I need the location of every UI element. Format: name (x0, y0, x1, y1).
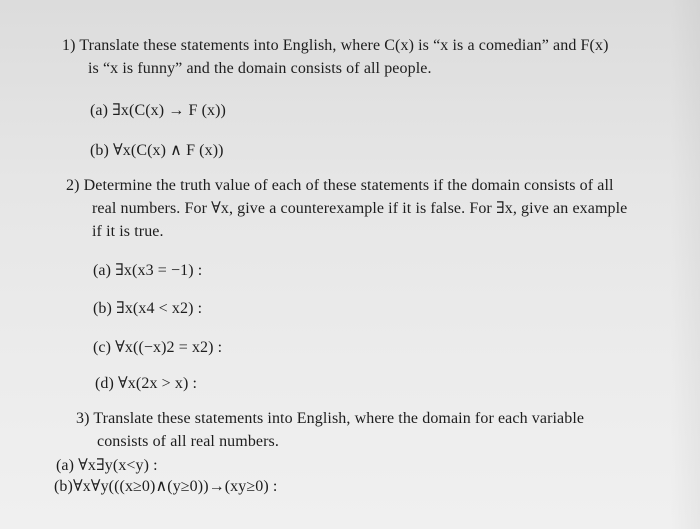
q2-item-c: (c) ∀x((−x)2 = x2) : (93, 339, 223, 356)
page-edge-shadow (670, 0, 700, 529)
q1-line-1: 1) Translate these statements into English, where C(x) is “x is a comedian” and F(x) (62, 37, 609, 54)
q3-item-a: (a) ∀x∃y(x<y) : (56, 457, 158, 474)
q2-item-d: (d) ∀x(2x > x) : (95, 375, 198, 392)
q2-line-2: real numbers. For ∀x, give a counterexample if it is false. For ∃x, give an example (92, 200, 628, 217)
q3-line-2: consists of all real numbers. (97, 433, 279, 450)
q1-line-2: is “x is funny” and the domain consists of all people. (88, 60, 432, 77)
q2-line-1: 2) Determine the truth value of each of these statements if the domain consists of all (66, 177, 614, 194)
q2-line-3: if it is true. (92, 223, 164, 240)
q3-item-b: (b)∀x∀y(((x≥0)∧(y≥0))→(xy≥0) : (54, 478, 278, 495)
q1-item-a: (a) ∃x(C(x) → F (x)) (90, 102, 226, 119)
q2-item-b: (b) ∃x(x4 < x2) : (93, 300, 203, 317)
q2-item-a: (a) ∃x(x3 = −1) : (93, 262, 203, 279)
q1-item-b: (b) ∀x(C(x) ∧ F (x)) (90, 142, 224, 159)
q3-line-1: 3) Translate these statements into English, where the domain for each variable (76, 410, 585, 427)
